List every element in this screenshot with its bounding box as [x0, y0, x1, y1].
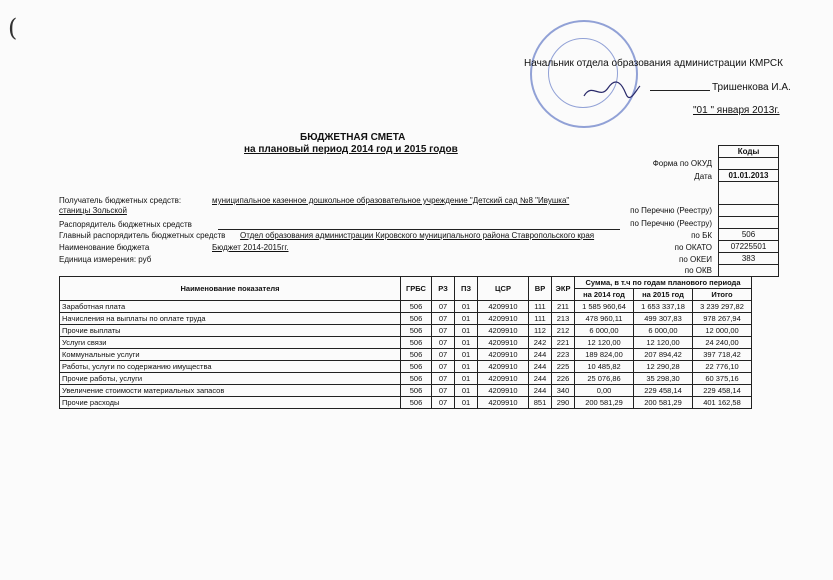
cell-pz: 01 [455, 301, 478, 313]
cell-csr: 4209910 [478, 397, 529, 409]
okei-label: по ОКЕИ [679, 255, 712, 264]
cell-y2014: 25 076,86 [575, 373, 634, 385]
cell-y2015: 200 581,29 [634, 397, 693, 409]
reg1-label: по Перечню (Реестру) [630, 206, 712, 215]
cell-ekr: 213 [552, 313, 575, 325]
cell-grbs: 506 [401, 325, 432, 337]
cell-grbs: 506 [401, 361, 432, 373]
col-pz: ПЗ [455, 277, 478, 301]
cell-y2015: 229 458,14 [634, 385, 693, 397]
code-blank [719, 182, 779, 205]
cell-y2015: 207 894,42 [634, 349, 693, 361]
cell-y2014: 6 000,00 [575, 325, 634, 337]
cell-ekr: 221 [552, 337, 575, 349]
cell-total: 3 239 297,82 [693, 301, 752, 313]
cell-ekr: 290 [552, 397, 575, 409]
bk-label: по БК [691, 231, 712, 240]
cell-y2015: 12 290,28 [634, 361, 693, 373]
cell-vr: 111 [529, 301, 552, 313]
cell-name: Увеличение стоимости материальных запасов [60, 385, 401, 397]
cell-y2014: 200 581,29 [575, 397, 634, 409]
cell-total: 397 718,42 [693, 349, 752, 361]
doc-title: БЮДЖЕТНАЯ СМЕТА [300, 132, 406, 143]
cell-vr: 244 [529, 373, 552, 385]
cell-vr: 851 [529, 397, 552, 409]
code-okato: 07225501 [719, 241, 779, 253]
table-row [60, 373, 752, 385]
cell-total: 978 267,94 [693, 313, 752, 325]
codes-table [718, 145, 779, 277]
table-row [60, 337, 752, 349]
okud-label: Форма по ОКУД [652, 159, 712, 168]
cell-total: 12 000,00 [693, 325, 752, 337]
cell-ekr: 340 [552, 385, 575, 397]
page-bracket: ( [8, 14, 18, 42]
table-row [60, 313, 752, 325]
cell-csr: 4209910 [478, 313, 529, 325]
col-rz: РЗ [432, 277, 455, 301]
cell-csr: 4209910 [478, 301, 529, 313]
cell-pz: 01 [455, 385, 478, 397]
cell-grbs: 506 [401, 385, 432, 397]
cell-y2015: 1 653 337,18 [634, 301, 693, 313]
cell-vr: 244 [529, 361, 552, 373]
recipient-value: муниципальное казенное дошкольное образовательное учреждение "Детский сад №8 "Ивушка" [212, 196, 570, 205]
cell-rz: 07 [432, 337, 455, 349]
cell-y2015: 499 307,83 [634, 313, 693, 325]
signature-line [650, 90, 710, 91]
cell-csr: 4209910 [478, 337, 529, 349]
cell-y2014: 1 585 960,64 [575, 301, 634, 313]
cell-vr: 111 [529, 313, 552, 325]
col-vr: ВР [529, 277, 552, 301]
cell-rz: 07 [432, 385, 455, 397]
cell-rz: 07 [432, 325, 455, 337]
cell-total: 24 240,00 [693, 337, 752, 349]
approval-date: "01 " января 2013г. [693, 105, 780, 116]
cell-pz: 01 [455, 349, 478, 361]
cell-ekr: 212 [552, 325, 575, 337]
table-row [60, 325, 752, 337]
cell-y2014: 0,00 [575, 385, 634, 397]
cell-csr: 4209910 [478, 361, 529, 373]
cell-csr: 4209910 [478, 385, 529, 397]
col-ekr: ЭКР [552, 277, 575, 301]
manager-line [218, 229, 620, 230]
code-reg2 [719, 217, 779, 229]
cell-vr: 244 [529, 349, 552, 361]
code-reg1 [719, 205, 779, 217]
cell-ekr: 211 [552, 301, 575, 313]
approval-position: Начальник отдела образования администрации КМРСК [524, 58, 783, 69]
cell-pz: 01 [455, 397, 478, 409]
budget-table [59, 276, 752, 409]
cell-pz: 01 [455, 373, 478, 385]
signature-icon [582, 80, 642, 102]
cell-y2015: 12 120,00 [634, 337, 693, 349]
col-total: Итого [693, 289, 752, 301]
cell-name: Работы, услуги по содержанию имущества [60, 361, 401, 373]
cell-pz: 01 [455, 337, 478, 349]
col-grbs: ГРБС [401, 277, 432, 301]
cell-name: Прочие расходы [60, 397, 401, 409]
cell-name: Заработная плата [60, 301, 401, 313]
manager-label: Распорядитель бюджетных средств [59, 220, 192, 229]
table-row [60, 385, 752, 397]
main-manager-value: Отдел образования администрации Кировского муниципального района Ставропольского края [240, 231, 595, 240]
approval-name: Тришенкова И.А. [712, 82, 791, 93]
cell-y2014: 10 485,82 [575, 361, 634, 373]
table-row [60, 349, 752, 361]
cell-vr: 242 [529, 337, 552, 349]
cell-pz: 01 [455, 361, 478, 373]
codes-header: Коды [719, 146, 779, 158]
cell-y2015: 35 298,30 [634, 373, 693, 385]
cell-name: Прочие работы, услуги [60, 373, 401, 385]
table-row [60, 397, 752, 409]
cell-grbs: 506 [401, 337, 432, 349]
table-row [60, 301, 752, 313]
cell-y2015: 6 000,00 [634, 325, 693, 337]
col-name: Наименование показателя [60, 277, 401, 301]
cell-total: 60 375,16 [693, 373, 752, 385]
okato-label: по ОКАТО [674, 243, 712, 252]
budget-value: Бюджет 2014-2015гг. [212, 243, 289, 252]
cell-rz: 07 [432, 373, 455, 385]
col-sum: Сумма, в т.ч по годам планового периода [575, 277, 752, 289]
code-okud [719, 158, 779, 170]
code-date: 01.01.2013 [719, 170, 779, 182]
recipient-label: Получатель бюджетных средств: [59, 196, 182, 205]
cell-ekr: 223 [552, 349, 575, 361]
col-2014: на 2014 год [575, 289, 634, 301]
cell-rz: 07 [432, 349, 455, 361]
doc-subtitle: на плановый период 2014 год и 2015 годов [244, 144, 458, 155]
date-label: Дата [694, 172, 712, 181]
cell-ekr: 226 [552, 373, 575, 385]
cell-vr: 244 [529, 385, 552, 397]
cell-ekr: 225 [552, 361, 575, 373]
cell-rz: 07 [432, 397, 455, 409]
cell-name: Услуги связи [60, 337, 401, 349]
code-okv [719, 265, 779, 277]
cell-grbs: 506 [401, 301, 432, 313]
cell-y2014: 478 960,11 [575, 313, 634, 325]
okv-label: по ОКВ [684, 266, 712, 275]
recipient-cont: станицы Зольской [59, 206, 127, 215]
table-row [60, 361, 752, 373]
cell-vr: 112 [529, 325, 552, 337]
cell-grbs: 506 [401, 313, 432, 325]
cell-grbs: 506 [401, 397, 432, 409]
cell-name: Начисления на выплаты по оплате труда [60, 313, 401, 325]
reg2-label: по Перечню (Реестру) [630, 219, 712, 228]
col-2015: на 2015 год [634, 289, 693, 301]
cell-total: 22 776,10 [693, 361, 752, 373]
cell-total: 401 162,58 [693, 397, 752, 409]
cell-pz: 01 [455, 325, 478, 337]
code-bk: 506 [719, 229, 779, 241]
cell-total: 229 458,14 [693, 385, 752, 397]
cell-csr: 4209910 [478, 349, 529, 361]
cell-rz: 07 [432, 361, 455, 373]
budget-label: Наименование бюджета [59, 243, 150, 252]
unit-label: Единица измерения: руб [59, 255, 152, 264]
cell-name: Коммунальные услуги [60, 349, 401, 361]
cell-y2014: 12 120,00 [575, 337, 634, 349]
code-okei: 383 [719, 253, 779, 265]
cell-grbs: 506 [401, 349, 432, 361]
cell-y2014: 189 824,00 [575, 349, 634, 361]
cell-grbs: 506 [401, 373, 432, 385]
cell-rz: 07 [432, 301, 455, 313]
cell-csr: 4209910 [478, 373, 529, 385]
cell-pz: 01 [455, 313, 478, 325]
col-csr: ЦСР [478, 277, 529, 301]
cell-rz: 07 [432, 313, 455, 325]
cell-csr: 4209910 [478, 325, 529, 337]
cell-name: Прочие выплаты [60, 325, 401, 337]
main-manager-label: Главный распорядитель бюджетных средств [59, 231, 226, 240]
